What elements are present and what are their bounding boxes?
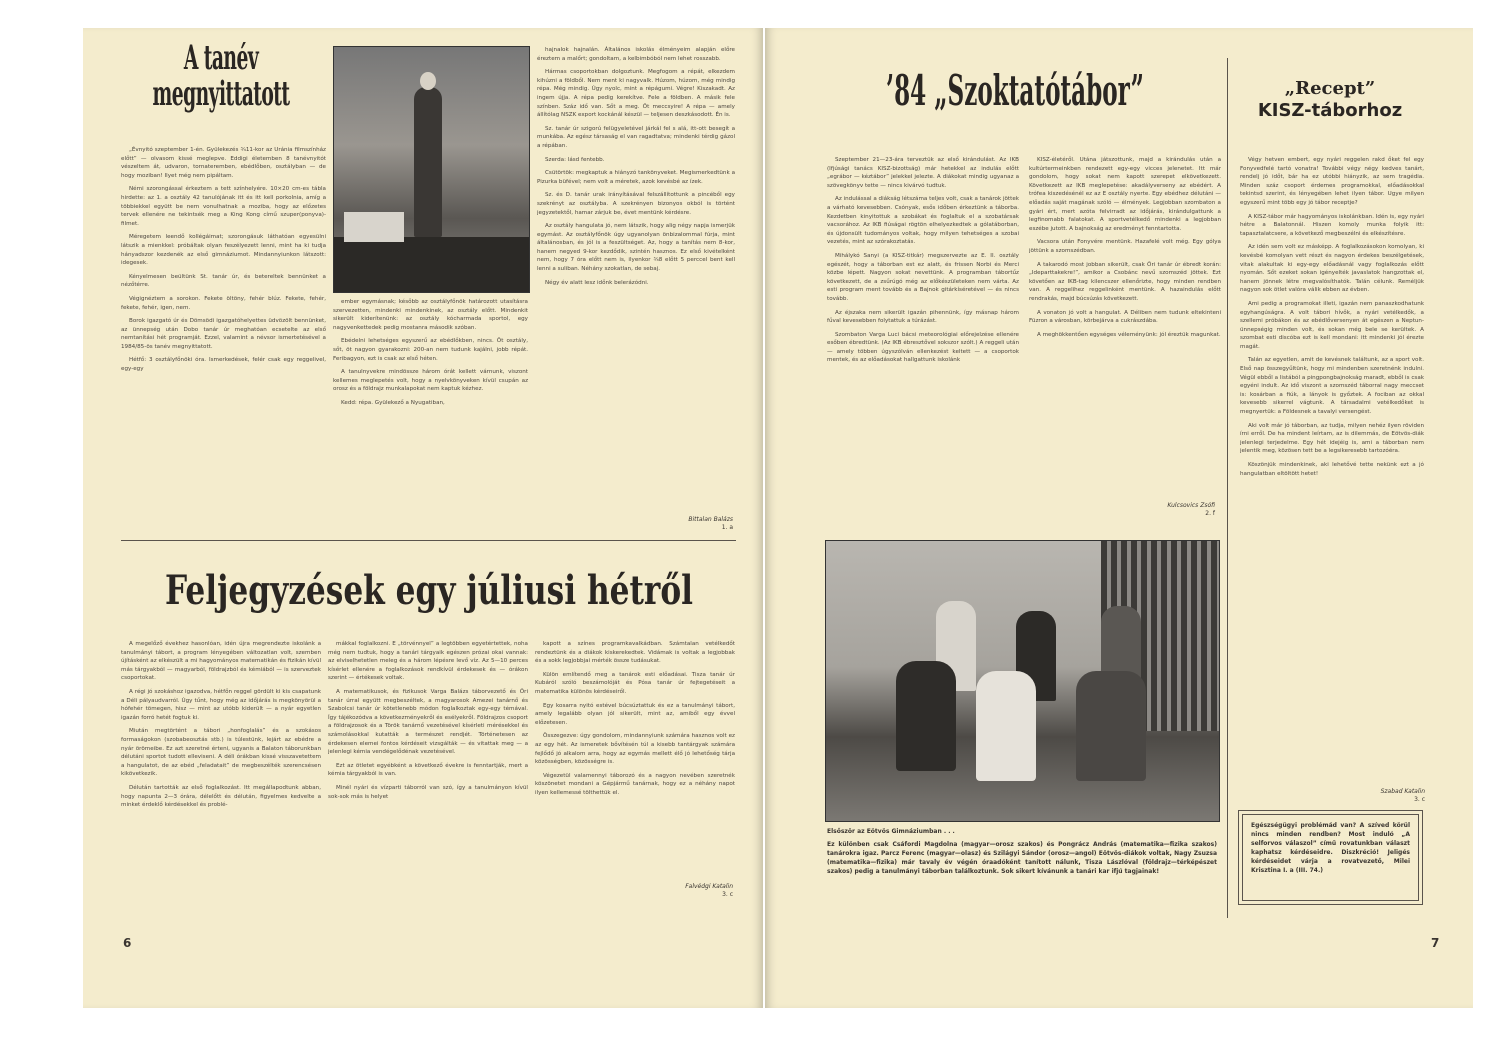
paragraph: Borok igazgató úr és Dömsödi igazgatóhelyettes üdvözölt bennünket, az ünnepség után Dobo tanár úr meghatóan ecsetelte az első nemtanítási hét programját. Ezzel, valamint a névsor ismertetésével a 1984/85-ös tanév megnyittatott. xyxy=(121,318,326,350)
paragraph: Hétfő: 3 osztályfőnöki óra. Ismerkedések, felér csak egy reggelivel, egy-egy xyxy=(121,357,326,373)
paragraph: Szombaton Varga Luci bácsi meteorológiai előrejelzése ellenére esőben ébredtünk. (Az IKB ébresztővel sokszor szólt.) A reggeli után — amely többen úgyszólván ellenkezést keltett — a csoportok mentek, és az előadásokat hallgattunk iskolánk xyxy=(827,331,1019,364)
author-name: Bittalan Balázs xyxy=(688,516,733,523)
author-name: Falvédgi Katalin xyxy=(685,883,733,890)
author-class: 3. c xyxy=(1414,796,1425,803)
paragraph: Mihálykó Sanyi (a KISZ-titkár) megszervezte az E. II. osztály egészét, hogy a táborban est ez alatt, és frissen Norbi és Merci közbe lépett. Nagyon sokat nevettünk. A programban tábortűz következett, de a zsűrúgó még az előkészületeken nem várta. Az esti program ment tovább és a Bajnok gitárkíséretével — és nincs tovább. xyxy=(827,252,1019,302)
paragraph: Némi szorongással érkeztem a tett színhelyére. 10×20 cm-es tábla hirdette: az 1. a osztály 42 tanulójának itt és itt kell porkolnia, amíg a többiekkel együtt be nem vonulhatnak a moziba, hogy az előzetes tervek ellenére ne tekintsék meg a King Kong című szuper(ponyva)-filmet. xyxy=(121,186,326,227)
paragraph: Aki volt már jó táborban, az tudja, milyen nehéz ilyen röviden írni erről. De ha mindent leírtam, az is dilemmás, de Eötvös-diák jelenlegi terjedelme. Egy hét idejéig is, ami a táborban nem jelentik meg, közösen tett be a legsikeresebb tartozóéra. xyxy=(1240,422,1424,455)
notice-box xyxy=(1238,810,1423,905)
paragraph: Délután tartották az első foglalkozást. Itt megállapodtunk abban, hogy napunta 2—3 órára, délelőtt és délután, figyelmes kedvelte a minket érdeklő kérdésekkel és problé- xyxy=(121,784,321,809)
paragraph: Ezt az ötletet egyébként a következő évekre is fenntartják, mert a kémia tárgyakból is van. xyxy=(328,762,528,778)
paragraph: Sz. tanár úr szigorú felügyeletével járkál fel s alá, itt-ott besegít a munkába. Az egész társaság el van ragadtatva; mindenki térdig gázol a répában. xyxy=(537,125,735,149)
paragraph: Négy év alatt lesz időnk belerázódni. xyxy=(545,279,649,286)
paragraph: Végignéztem a sorokon. Fekete öltöny, fehér blúz. Fekete, fehér, fekete, fehér, igen, nem. xyxy=(121,295,326,311)
article-title: ’84 „Szoktatótábor” xyxy=(886,66,1144,115)
paragraph: A meghökkentően egységes véleményünk: jól éreztük magunkat. xyxy=(1037,331,1221,338)
paragraph: Szeptember 21—23-ára terveztük az első kirándulást. Az IKB (Ifjúsági tanács KISZ-bizottság) már hetekkel az indulás előtt „egrábor — kéztábor” jelekkel jelezte. A diákokat mindig ugyanaz a szövegkönyv tette — nincs kivárvó tudtuk. xyxy=(827,157,1019,189)
paragraph: Vacsora után Fonyvére mentünk. Hazafelé volt még. Egy gólya jöttünk a szomszédban. xyxy=(1029,239,1221,254)
paragraph: mákkal foglalkozni. E „törvénnyel” a legtöbben egyetértettek, noha még nem tudtuk, hogy a tanári tárgyaik egészen prózai okai vannak: az elviselhetetlen meleg és a három lépésre levő víz. Az 5—10 perces kísérlet ellenére a foglalkozások rendkívül érdekesek és — órákon szerint — értékesek voltak. xyxy=(328,641,528,682)
divider xyxy=(121,540,736,541)
paragraph: Szerda: lásd fentebb. xyxy=(545,156,605,163)
paragraph: Az idén sem volt ez másképp. A foglalkozásokon komolyan, ki kevésbé komolyan vett részt és nagyon érdekes beszélgetések, vitak alakultak ki egy-egy előadásnál vagy foglalkozás előtt nyomán. Sőt ezeket sokan igényelték javaslatok hangzottak el, hanem jönnek létre megvalósíthatók. Talán célunk. Reméljük nagyon sok ötlet valóra válik ebben az évben. xyxy=(1240,244,1424,294)
signature xyxy=(1295,788,1425,804)
article-column xyxy=(1029,156,1221,496)
paragraph: Az éjszaka nem sikerült igazán pihennünk, így másnap három fűval kevesebben folytattuk a túrázást. xyxy=(827,309,1019,325)
paragraph: Hármas csoportokban dolgoztunk. Megfogom a répát, elkezdem kihúzni a földből. Nem ment ki nagyvalk. Húzom, húzom, még mindig répa. Még mindig. Úgy nyolc, mint a répágumi. Végre! Kiszakadt. Az ingem újja. A répa pedig kerekítve. Fele a földben. A másik fele színben. Száz idő van. Sőt a meg. Öt meccsyire! A répa — amely állítólag NSZK export kockánál készül — teljesen deszkásodott. Én is. xyxy=(537,69,735,119)
group-photo xyxy=(825,540,1220,822)
author-class: 2. f xyxy=(1205,510,1215,517)
paragraph: A régi jó szokáshoz igazodva, hétfőn reggel gördült ki kis csapatunk a Déli pályaudvarról. Úgy tűnt, hogy még az időjárás is megkönyörül a hófehér tömegen, hisz — mint az utóbb kiderült — a nyár egyetlen igazán forró hetét fogtuk ki. xyxy=(121,688,321,721)
paragraph: Kedd: répa. Gyülekező a Nyugatiban, xyxy=(341,399,445,406)
article-column xyxy=(121,146,326,546)
paragraph: Méregetem leendő kollégáimat; szorongásuk láthatóan egyesülni látszik a mienkkel: próbáltak olyan feszélyezett lenni, mint ha ki tudja hányadszor kezdenék az első gimnáziumot. Mindannyiunkon látszott: idegesek. xyxy=(121,234,326,267)
paragraph: ember egymásnak; később az osztályfőnök határozott utasításra szervezetten, mindenki mindenkinek, az osztály előtt. Mindenkit sikerült kiderítenünk: az osztály kócharmada sportol, egy nagyvenkettedek pedig mostanra második szóban. xyxy=(333,299,528,331)
author-class: 3. c xyxy=(722,891,733,898)
paragraph: kapott a színes programkavalkádban. Számtalan vetélkedőt rendeztünk és a diákok kiskerekedtek. Vidámak is voltak a legjobbak és a sokk legjobbjai mérték össze tudásukat. xyxy=(535,641,735,665)
paragraph: A matematikusok, és fizikusok Varga Balázs táborvezető és Őri tanár úrral együtt megbeszéltek, a magyarosok Amezei tanárnő és Szabolcsi tanár úr kötetlenebb módon foglalkoztak egy-egy témával. Így tájékozódva a következményekről és esélyekről. Földrajzos csoport a földrajzosok és a Török tanárnő vezetésével kísérleti mérésekkel és számolásokkal kutatták a természet rendjét. Történetesen az érdekesen elemei fontos kérdéseit vizsgálták — és vitattak meg — a jelenlegi kémia vendégelődénak vezetésével. xyxy=(328,688,528,756)
signature xyxy=(603,516,733,532)
paragraph: A megelőző évekhez hasonlóan, idén újra megrendezte iskolánk a tanulmányi tábort, a program lényegében változatlan volt, szemben újításként az elkészült a mi hagyományos matematikán és fizikán kívül más tárgyakból — magyarból, földrajzból és kémiából — is szerveztek csoportokat. xyxy=(121,641,321,682)
author-name: Kulcsovics Zsófi xyxy=(1167,502,1215,509)
paragraph: Köszönjük mindenkinek, aki lehetővé tette nekünk ezt a jó hangulatban eltöltött hetet! xyxy=(1240,462,1424,477)
paragraph: hajnalok hajnalán. Általános iskolás élményeim alapján előre éreztem a malőrt; gondoltam, a kelbimbóból nem lehet rosszabb. xyxy=(537,47,735,62)
title-line: A tanév xyxy=(183,38,259,78)
page-number: 7 xyxy=(1431,936,1440,950)
page-number: 6 xyxy=(123,936,132,950)
article-title: Feljegyzések egy júliusi hétről xyxy=(164,567,694,614)
paragraph: Sz. és D. tanár urak irányításával felszállítottunk a pincéből egy szekrényt az osztályba. A szekrényen bizonyos okból is történt jegyzetektől, hamar zárjuk be, évet mentünk kérdésre. xyxy=(537,192,735,216)
paragraph: A takarodó most jobban sikerült, csak Őri tanár úr ébredt korán: „Ideparttakekre!”, amikor a Csobánc nevű szomszéd jöttek. Ezt követően az IKB-tag kilencszer ellenőrizte, hogy minden rendben van. A reggelihez reggelinként mentünk. A hazaindulás előtt rendrakás, majd búcsúzás következett. xyxy=(1029,261,1221,302)
paragraph: Talán az egyetlen, amit de kevésnek találtunk, az a sport volt. Első nap összegyűltünk, hogy mi mindenben szeretnénk indulni. Végül ebből a listából a pingpongbajnokság maradt, ebből is csak egyéni indult. Az idő viszont a szomszéd táborral nagy meccset is: kosárban a fiúk, a lányok is győztek. A fociban az okkal kevesebb sikerrel vágtunk. A társadalmi vetélkedőket is megnyertük: a Földesnek a tavalyi versengést. xyxy=(1240,357,1424,416)
article-title xyxy=(139,40,304,112)
paragraph: KISZ-életéről. Utána játszottunk, majd a kirándulás után a kultúrtermeinkben rendezett egy-egy vicces jelenetet. Itt már gondolom, hogy sokat nem kapott szerepet elkövetkezett. Következett az IKB meglepetése: akadályverseny az ebédért. A trófea kiszedésénél ez az E osztály nyerte. Egy ebédhez délutáni — előadás saját magának szóló — élmények. Legjobban szombaton a gyári ért, mert azóta felvirradt az időjárás, kirándulgattunk a legfinomabb falatokat. A sportvetélkedő mindenki a legjobban eszébe jutott. A bajnokság az eredményt fenntartotta. xyxy=(1029,157,1221,232)
left-page xyxy=(83,28,763,1008)
author-name: Szabad Katalin xyxy=(1380,788,1425,795)
paragraph: Külön említendő meg a tanárok esti előadásai. Tisza tanár úr Kubáról szóló beszámolóját és Pósa tanár úr fejtegetéseit a matematika különös kérdéseiről. xyxy=(535,671,735,695)
article-column xyxy=(328,640,528,930)
paragraph: „Évnyitó szeptember 1-én. Gyülekezés ¾11-kor az Uránia filmszínház előtt” — olvasom kissé meglepve. Eddigi életemben 8 tanévnyitót vészeltem át, udvaron, tornateremben, ebédlőben, osztályban — de hogy moziban! Ilyet még nem pipáltam. xyxy=(121,147,326,179)
paragraph: Egy kosarra nyitó estével búcsúztattuk és ez a tanulmányi tábort, amely legalább olyan jól sikerült, mint az, amiből egy évvel előzetesen. xyxy=(535,702,735,726)
paragraph: Ebédelni lehetséges egyszerű az ebédlőkben, nincs. Öt osztály, sőt, öt nagyon gyarakozni: 200-an nem tudunk kajálni, jobb répát. Feribagyon, ezt is csak az első héten. xyxy=(333,338,528,362)
paragraph: Minél nyári és vízparti táborról van szó, így a tanulmányon kívül sok-sok más is helyet xyxy=(328,784,528,800)
divider xyxy=(1227,58,1228,918)
article-column xyxy=(537,46,735,512)
paragraph: Csütörtök: megkaptuk a hiányzó tankönyveket. Megismerkedtünk a Pizurka büfével; nem volt a méretek, azok kevésbé az ízek. xyxy=(537,170,735,185)
paragraph: Végezetül valamennyi táborozó és a nagyon nevében szeretnék köszönetet mondani a Gépjármű tanárnak, hogy ez a néhány napot ilyen kellemessé tölthettük el. xyxy=(535,772,735,796)
paragraph: Miután megtörtént a tábori „honfoglalás” és a szokásos formaságokon (szobabeosztás stb.) is túlestünk, lejárt az ebédre a nyár örömeibe. Ez azt szeretné érteni, ugyanis a Balaton táborunkban délutáni sportot tudott elleviseni. A déli órákban kissé visszavetettem a hangulatot, de az ebéd „feladatait” de megbeszélték szerencsésen kikövetkezik. xyxy=(121,728,321,778)
paragraph: Ami pedig a programokat illeti, igazán nem panaszkodhatunk egyhangúságra. A volt tábori hívők, a nyári vetélkedők, a szellemi próbákon és az ebédlőversenyen át egészen a Neptun-ünnepségig minden volt, és sokan még bele se kerültek. A szombat esti discóba ezt is kell mondani: itt mindenki jól érezte magát. xyxy=(1240,300,1424,350)
author-class: 1. a xyxy=(721,524,733,531)
article-column xyxy=(827,156,1019,526)
notice-text: Egészségügyi problémád van? A szíved körül nincs minden rendben? Most induló „A selforvos válaszol” című rovatunkban választ kaphatsz kérdéseidre. Diszkréció! Jeligés kérdéseidet várja a rovatvezető, Milei Krisztina I. a (III. 74.) xyxy=(1242,814,1419,901)
paragraph: Összegezve: úgy gondolom, mindannyiunk számára hasznos volt ez az egy hét. Az ismeretek bővítésén túl a kisebb tantárgyak számára fejlődő jó alkalom arra, hogy az egymás mellett élő jó lehetőség tárja közösségben, közösségre is. xyxy=(535,733,735,766)
article-title xyxy=(1235,78,1425,122)
paragraph: Az osztály hangulata jó, nem látszik, hogy alig négy napja ismerjük egymást. Az osztályfőnök úgy ugyanolyan önbizalommal fúrja, mint általánosban, és jól is a feszültséget. Az, hogy a tanítás nem 8-kor, hanem negyed 9-kor kezdődik, szintén hasznos. Ez első kivételként nem, hogy 7 óra előtt nem is, ilyenkor ¾8 előtt 5 perccel bent kell lenni a suliban. Néhány szokatlan, de sebaj. xyxy=(537,223,735,273)
paragraph: A vonaton jó volt a hangulat. A Déliben nem tudunk eltekinteni Füzron a városban, körbejárva a cukrászdába. xyxy=(1029,309,1221,325)
paragraph: Kényelmesen beültünk St. tanár úr, és betereltek bennünket a nézőtérre. xyxy=(121,273,326,289)
paragraph: A KISZ-tábor már hagyományos iskolánkban. Idén is, egy nyári hétre a Balatonnál. Hiszen komoly munka folyik itt: tapasztalatcsere, a következő megbeszélni és elkészítésre. xyxy=(1240,213,1424,237)
signature xyxy=(603,883,733,899)
paragraph: Végy hetven embert, egy nyári reggelen rakd őket fel egy Fonyvedfelé tartó vonatra! További végy négy kedves tanárt, rendelj jó időt, bár ha ez utóbbi hiányzik, az sem tragédia. Minden száz csoport érdemes programokkal, előadásokkal tekintsd szerint, és lényegében lehet ilyen tábor. Ugye milyen egyszerű mint több egy jó tábor receptje? xyxy=(1240,157,1424,206)
photo-caption: Ez különben csak Csáfordi Magdolna (magyar—orosz szakos) és Pongrácz András (matematika—fizika szakos) tanárokra igaz. Parcz Ferenc (magyar—olasz) és Szilágyi Sándor (orosz—angol) Eötvös-diákok voltak, Nagy Zsuzsa (matematika—fizika) már tavaly év végén óraadóként tanított nálunk, Tisza Lászlóval (földrajz—térképészet szakos) pedig a tanulmányi táborban találkoztunk. Sok sikert kívánunk a tanári kar ifjú tagjainak! xyxy=(827,841,1217,875)
right-page xyxy=(765,28,1473,1008)
title-line: „Recept” xyxy=(1284,78,1376,99)
article-column xyxy=(1240,156,1424,784)
photo-caption-title: Elsőször az Eötvös Gimnáziumban . . . xyxy=(827,828,955,835)
article-column xyxy=(333,298,528,534)
paragraph: A tanulnyvekre mindössze három órát kellett várnunk, viszont kellemes meglepetés volt, hogy a nyelvkönyveken kívül csupán az orosz és a földrajz munkalapokat nem kaptuk kézhez. xyxy=(333,369,528,393)
title-line: megnyittatott xyxy=(152,74,290,114)
signature xyxy=(1085,502,1215,518)
paragraph: Az indulással a diákság létszáma teljes volt, csak a tanárok jöttek a várható kevesebben. Csónyak, esős időben érkeztünk a táborba. Kezdetben kinyitottuk a szobákat és foglaltuk el a szobatársak vacsorához. Az IKB fiúságai rögtön elhelyezkedtek a gólatáborban, és újdonsült tudományos voltak, hogy milyen tehetséges a szobai vezetés, mint az szórakoztatás. xyxy=(827,196,1019,246)
title-line: KISZ-táborhoz xyxy=(1257,100,1403,121)
article-column xyxy=(121,640,321,930)
article-column xyxy=(535,640,735,878)
photo-speaker xyxy=(333,46,530,293)
